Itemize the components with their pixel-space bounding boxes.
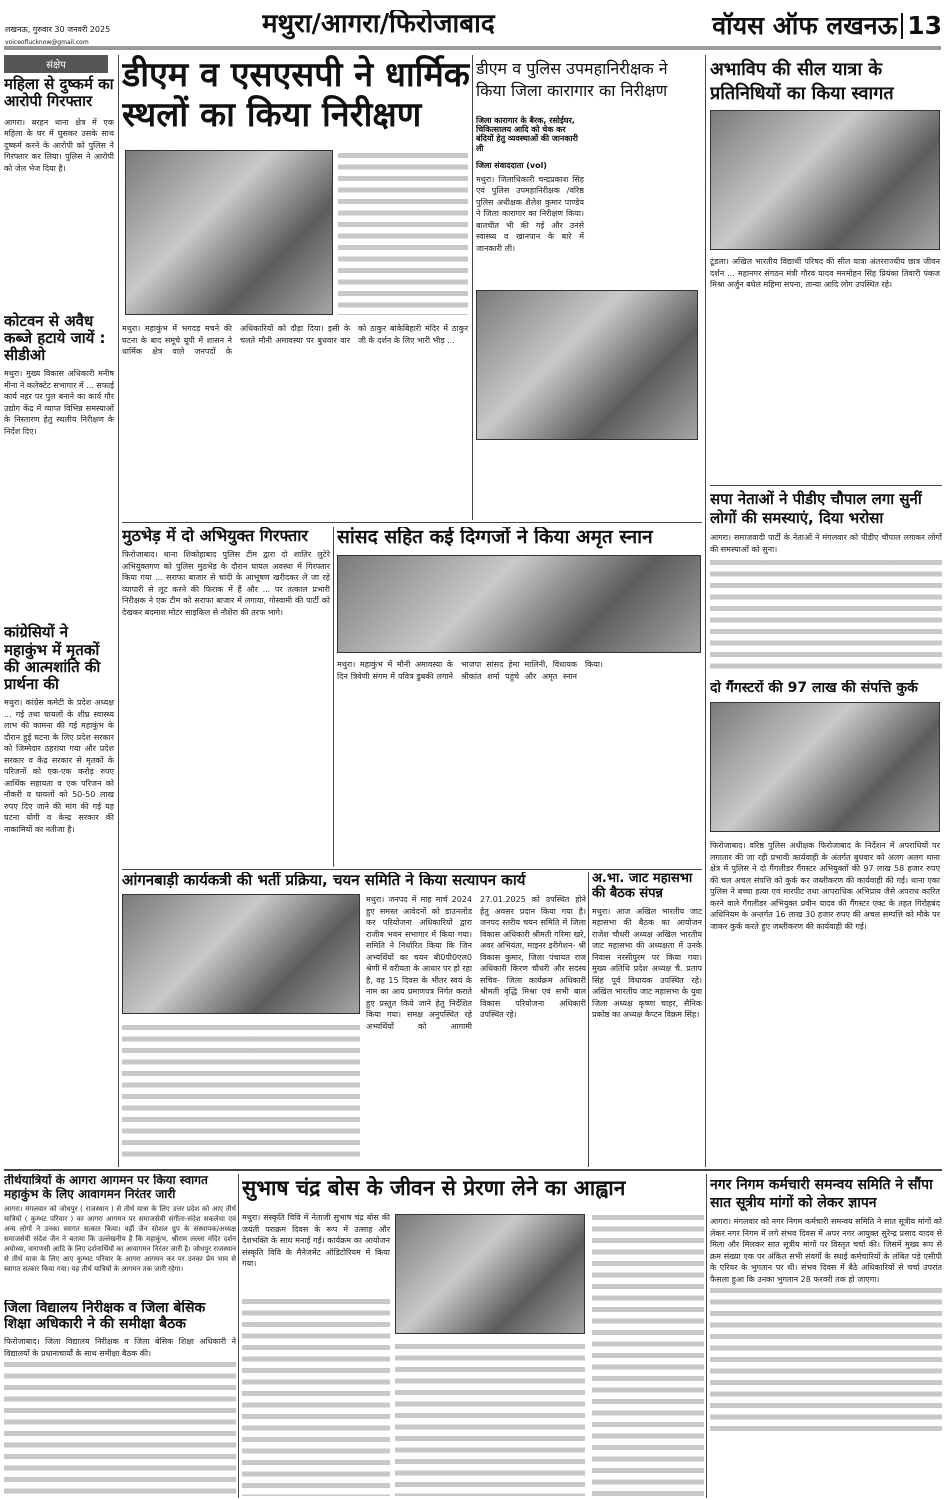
pilgrims-story bbox=[4, 1174, 236, 1294]
headline: अ.भा. जाट महासभा की बैठक संपन्न bbox=[592, 872, 693, 901]
bose-event-photo bbox=[395, 1214, 585, 1334]
abvp-story bbox=[710, 58, 942, 483]
headline: सांसद सहित कई दिग्गजों ने किया अमृत स्नान bbox=[337, 527, 653, 548]
paper-name: वॉयस ऑफ लखनऊ bbox=[712, 10, 898, 40]
headline: मुठभेड़ में दो अभियुक्त गिरफ्तार bbox=[122, 527, 308, 545]
article-body: आगरा। समाजवादी पार्टी के नेताओं ने मंगलवार को पीडीए चौपाल लगाकर लोगों की समस्याओं को सुना। bbox=[710, 533, 942, 554]
article-body: मथुरा। आज अखिल भारतीय जाट महासभा की बैठक का आयोजन राजेश चौधरी अध्यक्ष अखिल भारतीय जाट महासभा की अध्यक्षता में उनके निवास नरसीपुरम पर किया गया। मुख्य अतिथि प्रदेश अध्यक्ष चै. प्रताप सिंह पूर्व विधायक उपस्थित रहे। अखिल भारतीय जाट महासभा के युवा जिला अध्यक्ष कृष्णा चाहर, सैनिक प्रकोष्ठ का अध्यक्ष कैप्टन विक्रम सिंह। bbox=[592, 906, 702, 1020]
dateline: जिला संवाददाता (vol) bbox=[476, 160, 547, 170]
article-body: मथुरा। महाकुंभ में भगदड़ मचने की घटना के बाद समूचे यूपी में शासन ने धार्मिक क्षेत्र वाले जनपदों के अधिकारियों को दौड़ा दिया। इसी के चलते मौनी अमावस्या पर बुधवार वार को ठाकुर बांकेबिहारी मंदिर में ठाकुर जी के दर्शन के लिए भारी भीड़ ... bbox=[122, 324, 468, 356]
article-body: आगरा। बरहन थाना क्षेत्र में एक महिला के घर में घुसकर उसके साथ दुष्कर्म करने के आरोपी को पुलिस ने गिरफ्तार कर लिया। पुलिस ने आरोपी को जेल भेज दिया है। bbox=[4, 117, 114, 173]
article-body: आगरा। मंगलवार को जोधपुर ( राजस्थान ) से तीर्थ यात्रा के लिए उत्तर प्रदेश को आए तीर्थ यात्रियों ( कुम्भट परिवार ) का आगरा आगमन पर समाजसेवी संगीता-संदेश सकलेचा एवं अन्य लोगों ने उनका स्वागत सत्कार किया। वहीं जैन सोशल ग्रुप के संस्थापक/अध्यक्ष समाजसेवी संदेश जैन ने बताया कि उल्लेखनीय है कि महाकुंभ, श्रीराम लल्ला मंदिर दर्शन अयोध्या, वाराणसी आदि के लिए दर्शनार्थियों का आवागमन निरंतर जारी है। जोधपुर राजस्थान से तीर्थ यात्रा के लिए आए कुम्भट परिवार के आगरा आगमन कर पर उनका प्रेम भाव से स्वागत सत्कार किया गया। यह तीर्थ यात्रियों के आगमन तक जारी रहेगा। bbox=[4, 1204, 236, 1273]
article-body: टूंडला। अखिल भारतीय विद्यार्थी परिषद की सील यात्रा अंतरराज्यीय छात्र जीवन दर्शन ... महानगर संगठन मंत्री गौरव यादव मनमोहन सिंह प्रियंका तिवारी पंकज मिश्रा अर्जुन बघेल महिमा सपना, तान्या आदि लोग उपस्थित रहे। bbox=[710, 257, 940, 289]
article-body: फिरोजाबाद। वरिष्ठ पुलिस अधीक्षक फिरोजाबाद के निर्देशन में अपराधियों पर लगातार की जा रही प्रभावी कार्यवाही के अंतर्गत बुधवार को अलग अलग थाना क्षेत्र में पुलिस ने दो गैंगलीडर गैंगस्टर अभियुक्तों की 97 लाख 58 हजार रुपए की चल अचल संपत्ति को कुर्क कर जब्तीकरण की कार्यवाही की गई। थाना एका पुलिस ने बच्चा हत्या एवं मारपीट तथा आपराधिक अभिप्राय जैसे अपराध कारित करने वाले गैंगलीडर अभियुक्त प्रवीन यादव की गैंगस्टर एक्ट के तहत गिरोहबंद अधिनियम के अन्तर्गत 16 लाख 30 हजार रुपए की अचल सम्पत्ति को मौके पर जाकर कुर्क करते हुए जब्तीकरण की कार्यवाही की गई। bbox=[710, 841, 940, 931]
dios-story bbox=[4, 1300, 236, 1498]
headline: डीएम व एसएसपी ने धार्मिक स्थलों का किया निरीक्षण bbox=[122, 55, 470, 135]
article-body: मथुरा। कांग्रेस कमेटी के प्रदेश अध्यक्ष ... गई तथा घायलों के शीघ्र स्वास्थ्य लाभ की कामना की गई महाकुंभ के दौरान हुई घटना के लिए प्रदेश सरकार को जिम्मेदार ठहराया गया और प्रदेश सरकार व केंद्र सरकार से मृतकों के परिजनों को एक-एक करोड़ रुपए आर्थिक सहायता व एक परिजन को नौकरी व घायलों को 50-50 लाख रुपए दिए जाने की मांग की गई यह घटना योगी व केन्द्र सरकार की नाकामियों का नतीजा है। bbox=[4, 698, 114, 834]
article-body: फिरोजाबाद। थाना शिकोहाबाद पुलिस टीम द्वारा दो शातिर लुटेरे अभियुक्तगण को पुलिस मुठभेड़ के दौरान घायल अवस्था में गिरफ्तार किया गया ... सराफा बाजार से चांदी के आभूषण खरीदकर ले जा रहे व्यापारी से लूट करने की फिराक में हैं और ... पर तत्काल प्रभारी निरीक्षक ने एक टीम को सराफा बाजार में लगाया, गोस्वामी की पार्टी को देखकर बदमाश मोटर साइकिल से नौशेरा की तरफ भागे। bbox=[122, 550, 330, 617]
article-body: मथुरा। संस्कृति विवि में नेताजी सुभाष चंद्र बोस की जयंती पराक्रम दिवस के रूप में उत्साह और देशभक्ति के साथ मनाई गई। कार्यक्रम का आयोजन संस्कृति विवि के मैनेजमेंट ऑडिटोरियम में किया गया। bbox=[242, 1213, 390, 1268]
article-body: फिरोजाबाद। जिला विद्यालय निरीक्षक व जिला बेसिक शिक्षा अधिकारी ने विद्यालयों के प्रधानाचार्यों के साथ समीक्षा बैठक की। bbox=[4, 1337, 236, 1358]
article-body: मथुरा। मुख्य विकास अधिकारी मनीष मीना ने कलेक्टेट सभागार में ... सफाई कार्य नहर पर पुल बनाने का कार्य गौर उद्योग केंद्र में व्याप्त विभिन्न समस्याओं के निस्तारण हेतु स्थलीय निरीक्षण के निर्देश दिए। bbox=[4, 369, 114, 436]
bose-story bbox=[242, 1176, 704, 1498]
issue-date: लखनऊ, गुरुवार 30 जनवरी 2025 bbox=[5, 25, 111, 34]
encounter-story bbox=[122, 527, 330, 867]
anganwadi-story bbox=[122, 872, 586, 1167]
masthead-left bbox=[5, 24, 185, 46]
section-title: मथुरा/आगरा/फिरोजाबाद bbox=[262, 10, 495, 39]
headline: दो गैंगस्टरों की 97 लाख की संपत्ति कुर्क bbox=[710, 680, 918, 696]
paper-logo bbox=[690, 8, 942, 44]
lead-story bbox=[122, 55, 470, 520]
inspection-photo bbox=[125, 150, 333, 315]
headline: नगर निगम कर्मचारी समन्वय समिति ने सौंपा सात सूत्रीय मांगों को लेकर ज्ञापन bbox=[710, 1177, 933, 1211]
headline: कांग्रेसियों ने महाकुंभ में मृतकों की आत्मशांति की प्रार्थना की bbox=[4, 623, 101, 693]
headline: सपा नेताओं ने पीडीए चौपाल लगा सुनीं लोगों की समस्याएं, दिया भरोसा bbox=[710, 490, 922, 527]
abvp-photo bbox=[710, 110, 940, 250]
page-number: 13 bbox=[907, 10, 942, 40]
headline: डीएम व पुलिस उपमहानिरीक्षक ने किया जिला कारागार का निरीक्षण bbox=[476, 59, 668, 100]
jail-story bbox=[476, 58, 702, 520]
article-body: आगरा। मंगलवार को नगर निगम कर्मचारी समन्वय समिति ने सात सूत्रीय मांगों को लेकर नगर निगम में लगे संभव दिवस में अपर नगर आयुक्त सुरेन्द्र प्रसाद यादव से मिला और मिलकर सात सूत्रीय मांगों पर विस्तृत चर्चा की। जिसमें मुख्य रूप से क्रम संख्या एक पर अंकित सभी संवर्गो के स्थाई कर्मचारियों के लंबित पड़े एसीपी के एरियर के भुगतान पर थी। संभव दिवस में बैठे अधिकारियों से चर्चा उपरांत फैसला हुआ कि उनका भुगतान 28 फरवरी तक हो जाएगा। bbox=[710, 1217, 942, 1284]
headline: महिला से दुष्कर्म का आरोपी गिरफ्तार bbox=[4, 75, 114, 111]
article-body: मथुरा। जिलाधिकारी चन्द्रप्रकाश सिंह एवं पुलिस उपमहानिरीक्षक /वरिष्ठ पुलिस अधीक्षक शैलेश कुमार पाण्डेय ने जिला कारागार का निरीक्षण किया। बातचीत भी की गई और उनसे स्वास्थ्य व खानपान के बारे में जानकारी ली। bbox=[476, 174, 584, 253]
masthead-rule bbox=[4, 46, 941, 50]
headline: अभाविप की सील यात्रा के प्रतिनिधियों का किया स्वागत bbox=[710, 59, 894, 104]
subheadline: महाकुंभ के लिए आवागमन निरंतर जारी bbox=[4, 1186, 176, 1201]
gangster-photo bbox=[710, 702, 940, 832]
article-body: मथुरा। जनपद में माह मार्च 2024 हुए समस्त आवेदनों को डाउनलोड कर परियोजना अधिकारियों द्वारा राजीव भवन सभागार में किया गया। समिति ने निर्धारित किया कि जिन अभ्यर्थियों का चयन बी0पी0एल0 श्रेणी में वरीयता के आधार पर हो रहा है, वह 15 दिवस के भीतर स्वयं के नाम का आय प्रमाणपत्र निर्गत कराते हुए प्रस्तुत किये जाने हेतु निर्देशित किया गया। समक्ष अनुपस्थित रहे अभ्यर्थियों को आगामी 27.01.2025 को उपस्थित होने हेतु अवसर प्रदान किया गया है। जनपद स्तरीय चयन समिति में जिला विकास अधिकारी श्रीमती गरिमा खरे, अवर अभियंता, माइनर इरीगेशन- श्री विकास कुमार, जिला पंचायत राज अधिकारी किरण चौधरी और सदस्य सचिव- जिला कार्यक्रम अधिकारी श्रीमती वृद्धि मिश्रा एवं सभी बाल विकास परियोजना अधिकारी उपस्थित रहे। bbox=[366, 895, 586, 1031]
headline: जिला विद्यालय निरीक्षक व जिला बेसिक शिक्षा अधिकारी ने की समीक्षा बैठक bbox=[4, 1300, 206, 1333]
brief-column bbox=[4, 55, 114, 1167]
anganwadi-photo bbox=[122, 894, 360, 1014]
email: voiceoflucknow@gmail.com bbox=[5, 39, 89, 46]
headline: कोटवन से अवैध कब्जे हटाये जायें : सीडीओ bbox=[4, 311, 106, 364]
highlight-bullet: जिला कारागार के बैरक, रसोईघर, चिकित्सालय आदि को चेक कर बंदियों हेतु व्यवस्थाओं की जानकारी ली bbox=[476, 116, 578, 153]
jail-photo bbox=[476, 290, 698, 440]
jat-mahasabha-story bbox=[592, 872, 702, 1167]
brief-label: संक्षेप bbox=[4, 55, 108, 73]
amrit-snan-story bbox=[337, 527, 703, 867]
nagar-nigam-story bbox=[710, 1176, 942, 1498]
snan-photo bbox=[337, 555, 701, 653]
article-body: मथुरा। महाकुंभ में मौनी अमावस्या के दिन त्रिवेणी संगम में पवित्र डुबकी लगाने भाजपा सांसद हेमा मालिनी, विधायक श्रीकांत शर्मा पहुंचे और अमृत स्नान किया। bbox=[337, 660, 603, 681]
gangster-story bbox=[710, 680, 942, 1167]
headline: आंगनबाड़ी कार्यकत्री की भर्ती प्रक्रिया, चयन समिति ने किया सत्यापन कार्य bbox=[122, 872, 526, 889]
headline: तीर्थयात्रियों के आगरा आगमन पर किया स्वागत bbox=[4, 1174, 208, 1187]
sp-story bbox=[710, 490, 942, 675]
headline: सुभाष चंद्र बोस के जीवन से प्रेरणा लेने का आह्वान bbox=[242, 1176, 626, 1200]
